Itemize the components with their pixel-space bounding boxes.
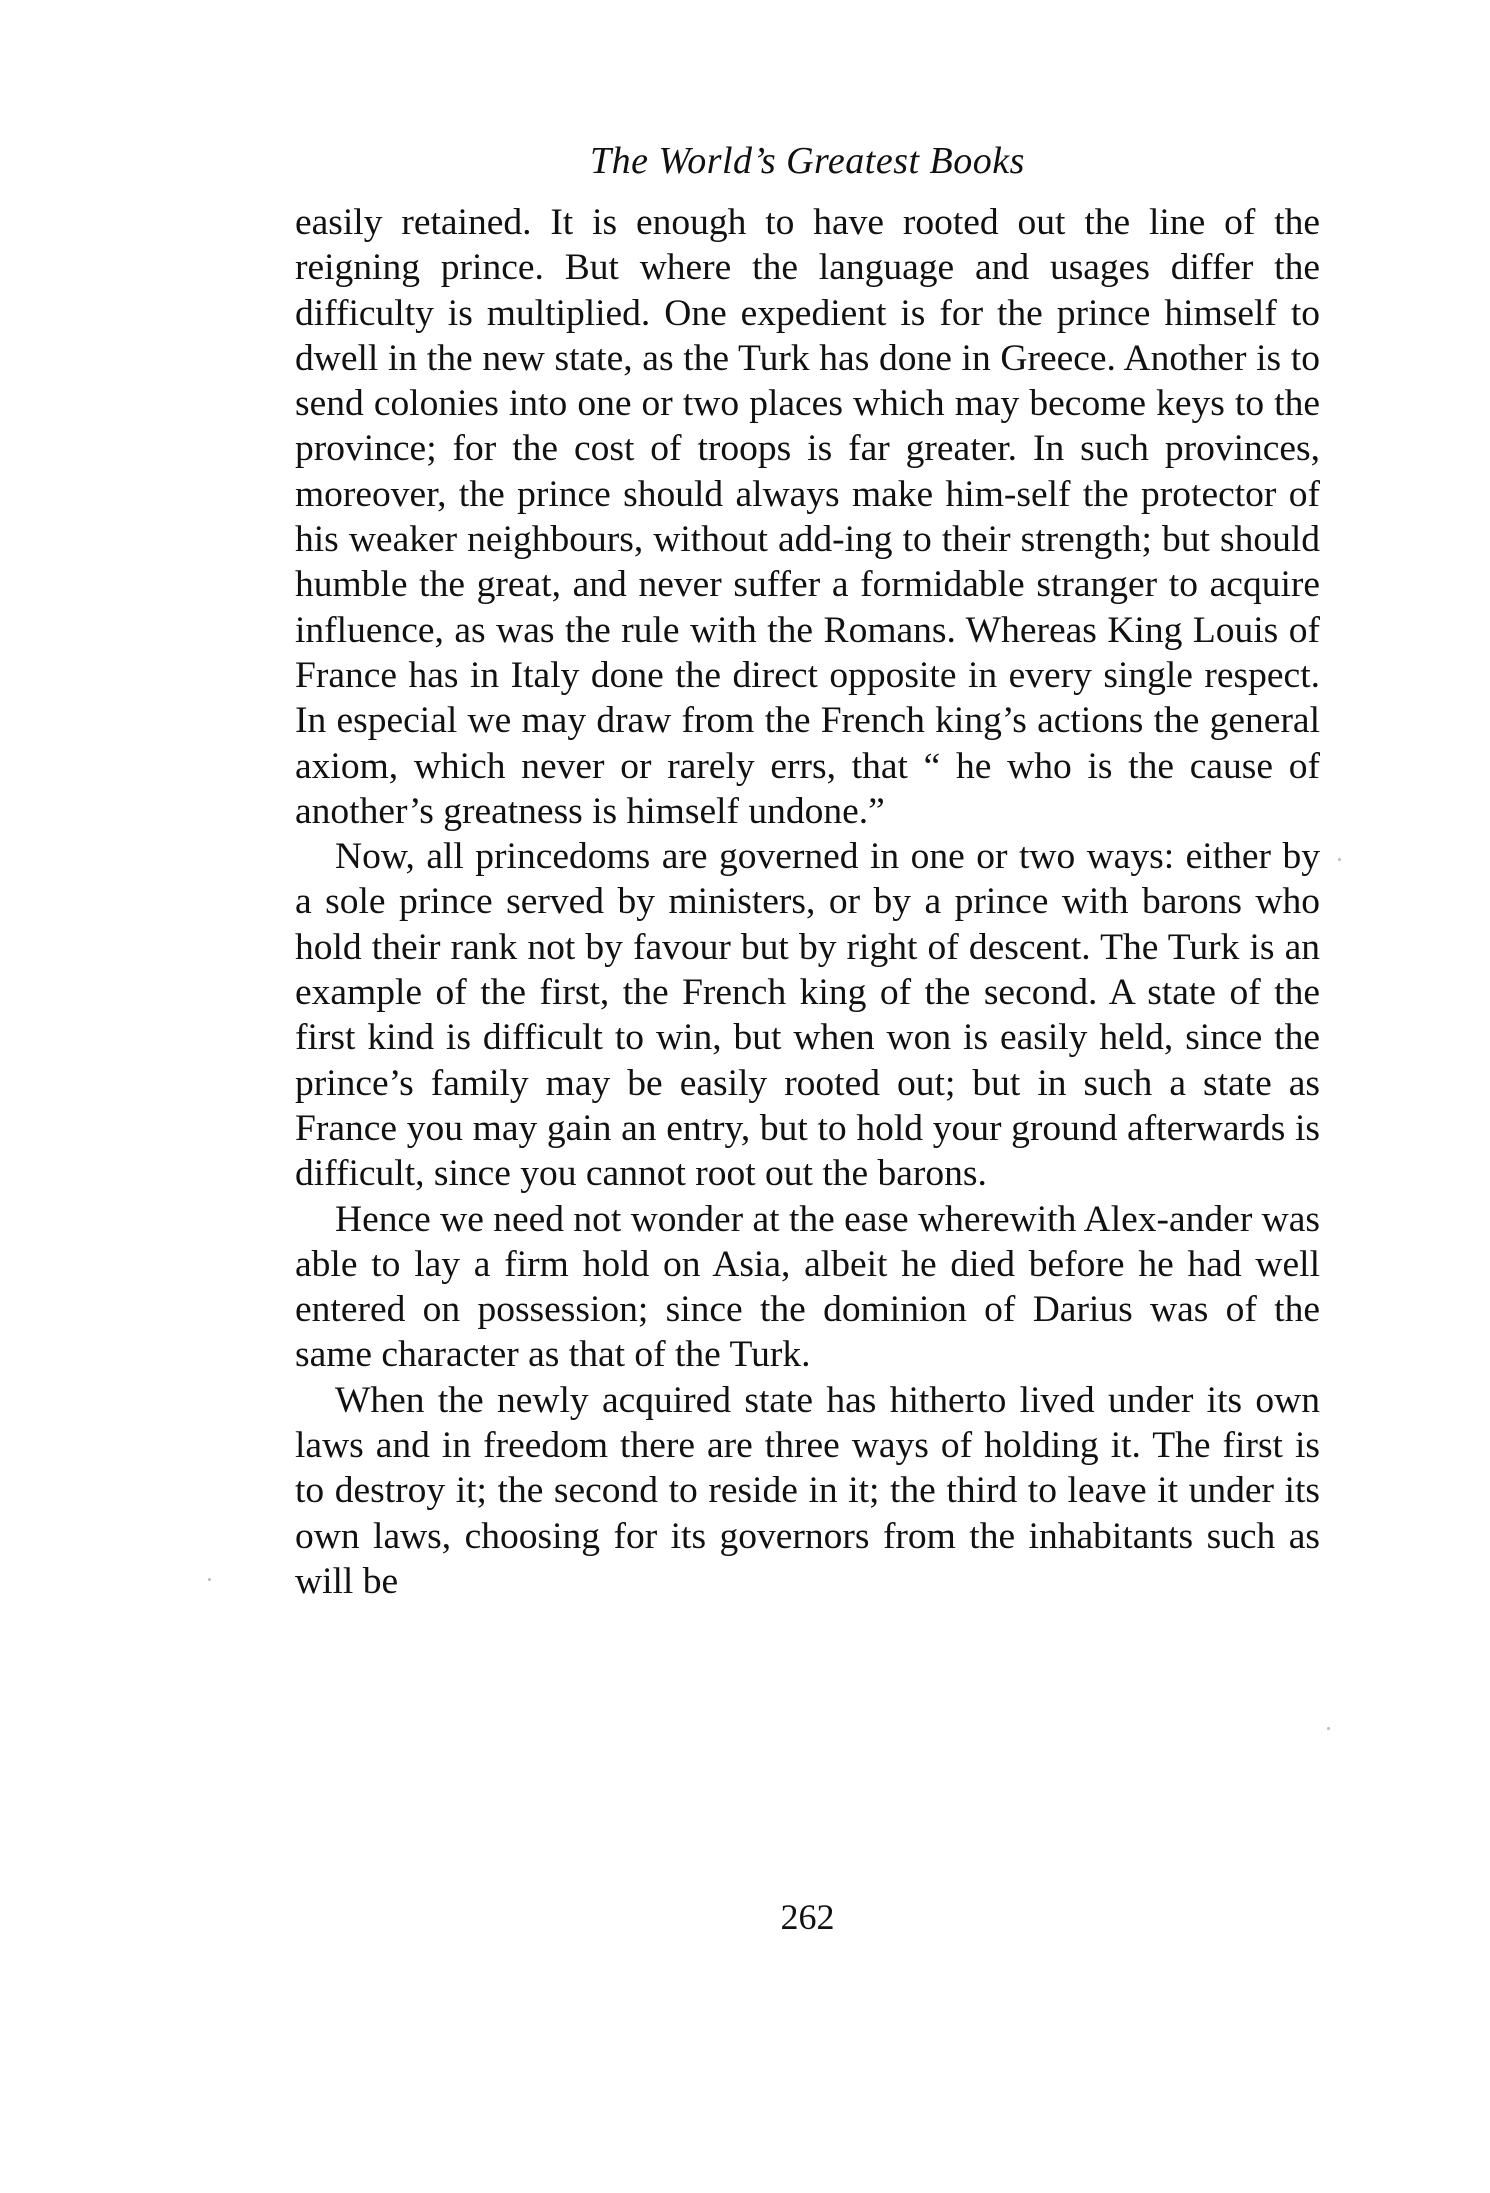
- page-number: 262: [780, 1897, 835, 1937]
- paragraph-4: When the newly acquired state has hitherto lived under its own laws and in freedom there are three ways of holding it. The first is to destroy it; the second to reside in it; the third to leave it under its own laws, choosing for its governors from the inhabitants such as will be: [295, 1379, 1320, 1602]
- body-text: [295, 200, 1320, 1604]
- paper-speck: [1338, 858, 1341, 861]
- paper-speck: [208, 1578, 211, 1581]
- paragraph-2: Now, all princedoms are governed in one or two ways: either by a sole prince served by ministers, or by a prince with barons who hold their rank not by favour but by right of descent. The Turk is an example of the first, the French king of the second. A state of the first kind is difficult to win, but when won is easily held, since the prince’s family may be easily rooted out; but in such a state as France you may gain an entry, but to hold your ground afterwards is difficult, since you cannot root out the barons.: [295, 836, 1320, 1195]
- paragraph-3: Hence we need not wonder at the ease wherewith Alex-ander was able to lay a firm hold on Asia, albeit he died before he had well entered on possession; since the dominion of Darius was of the same character as that of the Turk.: [295, 1198, 1320, 1376]
- running-head: The World’s Greatest Books: [590, 140, 1025, 182]
- paper-speck: [1327, 1727, 1330, 1730]
- paragraph-1: easily retained. It is enough to have rooted out the line of the reigning prince. But where the language and usages differ the difficulty is multiplied. One expedient is for the prince himself to dwell in the new state, as the Turk has done in Greece. Another is to send colonies into one or two places which may become keys to the province; for the cost of troops is far greater. In such provinces, moreover, the prince should always make him-self the protector of his weaker neighbours, without add-ing to their strength; but should humble the great, and never suffer a formidable stranger to acquire influence, as was the rule with the Romans. Whereas King Louis of France has in Italy done the direct opposite in every single respect. In especial we may draw from the French king’s actions the general axiom, which never or rarely errs, that “ he who is the cause of another’s greatness is himself undone.”: [295, 202, 1320, 832]
